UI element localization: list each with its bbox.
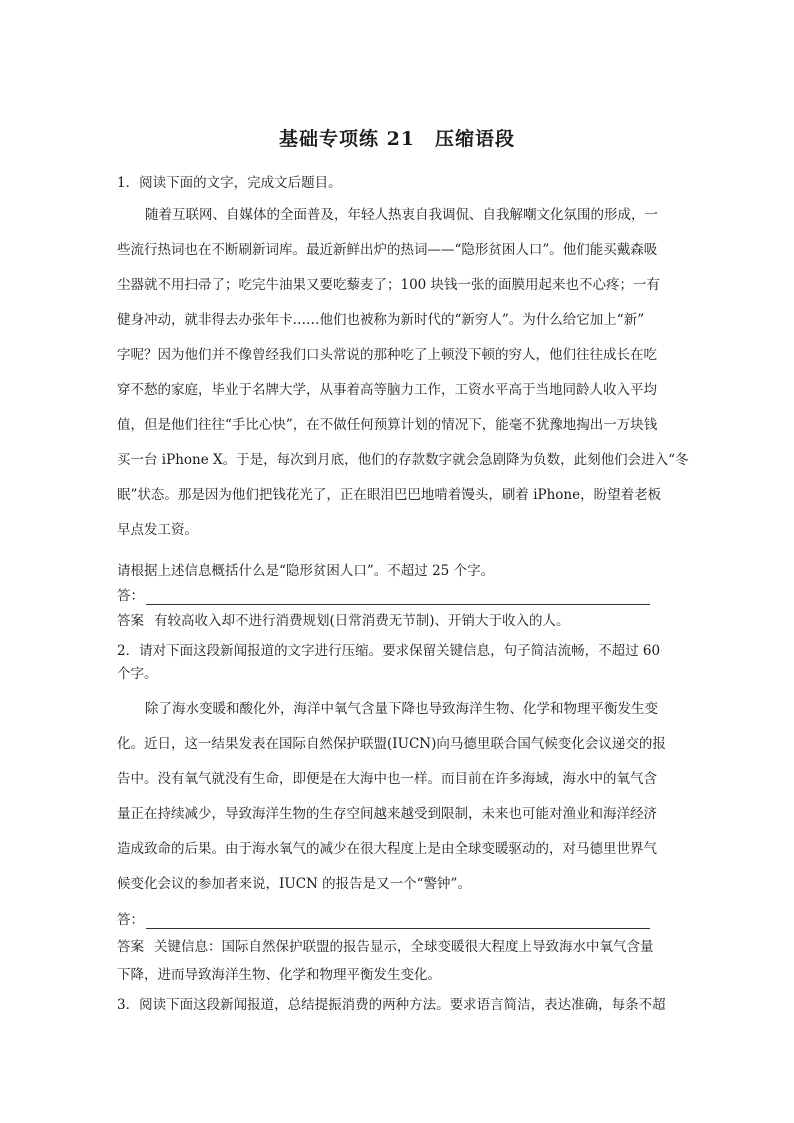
q2-passage-line: 除了海水变暖和酸化外，海洋中氧气含量下降也导致海洋生物、化学和物理平衡发生变 bbox=[145, 701, 658, 717]
q1-answer-row bbox=[117, 587, 650, 605]
q1-answer-text: 有较高收入却不进行消费规划(日常消费无节制)、开销大于收入的人。 bbox=[154, 613, 570, 629]
q1-answer-key: 答案 bbox=[117, 613, 144, 629]
q2-answer-label: 答： bbox=[117, 912, 144, 928]
q1-answer bbox=[117, 612, 680, 630]
q1-prompt: 1．阅读下面的文字，完成文后题目。 bbox=[117, 175, 342, 191]
q1-passage-line: 字呢？因为他们并不像曾经我们口头常说的那种吃了上顿没下顿的穷人，他们往往成长在吃 bbox=[117, 347, 657, 363]
q2-answer-text-line-1: 关键信息：国际自然保护联盟的报告显示，全球变暖很大程度上导致海水中氧气含量 bbox=[154, 939, 654, 955]
q1-passage-line: 值，但是他们往往“手比心快”，在不做任何预算计划的情况下，能毫不犹豫地掏出一万块钱 bbox=[117, 417, 658, 433]
q2-passage-line: 化。近日，这一结果发表在国际自然保护联盟(IUCN)向马德里联合国气候变化会议递交的报 bbox=[117, 736, 666, 752]
q1-answer-blank[interactable] bbox=[146, 590, 650, 605]
q2-passage bbox=[117, 700, 680, 910]
q1-passage-line: 买一台 iPhone X。于是，每次到月底，他们的存款数字就会急剧降为负数，此刻他们会进入“冬 bbox=[117, 452, 689, 468]
q1-passage-line: 些流行热词也在不断刷新词库。最近新鲜出炉的热词——“隐形贫困人口”。他们能买戴森吸 bbox=[117, 242, 658, 258]
q2-answer-blank[interactable] bbox=[146, 914, 650, 929]
q2-answer-line-2: 下降，进而导致海洋生物、化学和物理平衡发生变化。 bbox=[117, 967, 441, 983]
q2-answer bbox=[117, 938, 680, 956]
q2-prompt-line-2: 个字。 bbox=[117, 666, 158, 682]
q2-passage-line: 量正在持续减少，导致海洋生物的生存空间越来越受到限制，未来也可能对渔业和海洋经济 bbox=[117, 806, 657, 822]
q2-passage-line: 造成致命的后果。由于海水氧气的减少在很大程度上是由全球变暖驱动的，对马德里世界气 bbox=[117, 841, 657, 857]
q1-passage-line: 穿不愁的家庭，毕业于名牌大学，从事着高等脑力工作，工资水平高于当地同龄人收入平均 bbox=[117, 382, 657, 398]
q1-passage-line: 尘器就不用扫帚了；吃完牛油果又要吃藜麦了；100 块钱一张的面膜用起来也不心疼；一有 bbox=[117, 277, 661, 293]
page-title: 基础专项练 21 压缩语段 bbox=[278, 128, 516, 150]
q2-prompt-line-1: 2．请对下面这段新闻报道的文字进行压缩。要求保留关键信息，句子简洁流畅，不超过 60 bbox=[117, 643, 661, 659]
q1-answer-label: 答： bbox=[117, 588, 144, 604]
q1-passage-line: 眠”状态。那是因为他们把钱花光了，正在眼泪巴巴地啃着馒头，刷着 iPhone，盼望着老板 bbox=[117, 487, 662, 503]
q2-answer-key: 答案 bbox=[117, 939, 144, 955]
q1-passage-line: 早点发工资。 bbox=[117, 522, 198, 538]
q2-passage-line: 告中。没有氧气就没有生命，即便是在大海中也一样。而目前在许多海域，海水中的氧气含 bbox=[117, 771, 657, 787]
q1-passage bbox=[117, 206, 689, 556]
q3-prompt: 3．阅读下面这段新闻报道，总结提振消费的两种方法。要求语言简洁，表达准确，每条不超 bbox=[117, 997, 666, 1013]
q2-passage-line: 候变化会议的参加者来说，IUCN 的报告是又一个“警钟”。 bbox=[117, 876, 471, 892]
q1-question: 请根据上述信息概括什么是“隐形贫困人口”。不超过 25 个字。 bbox=[117, 563, 495, 579]
q2-answer-row bbox=[117, 911, 650, 929]
q1-passage-line: 随着互联网、自媒体的全面普及，年轻人热衷自我调侃、自我解嘲文化氛围的形成，一 bbox=[145, 207, 658, 223]
q1-passage-line: 健身冲动，就非得去办张年卡……他们也被称为新时代的“新穷人”。为什么给它加上“新” bbox=[117, 312, 645, 328]
